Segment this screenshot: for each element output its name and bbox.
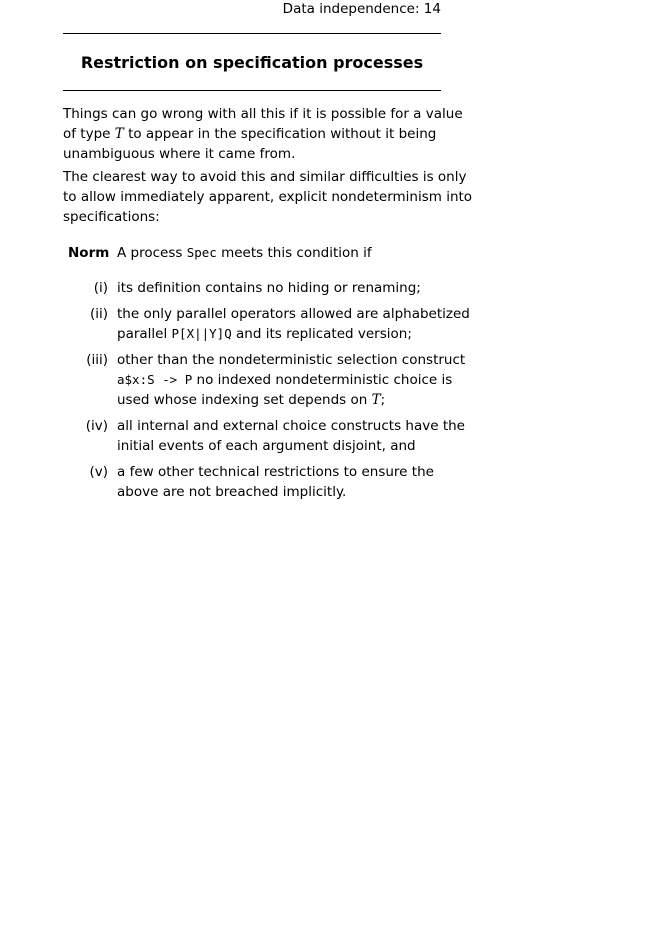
list-item-body: [117, 462, 441, 502]
list-item-number: (i): [93, 280, 108, 296]
math-symbol-t: T: [114, 126, 124, 142]
paragraph-2-line-3: specifications:: [63, 209, 160, 225]
list-item-line: all internal and external choice constructs have the: [117, 418, 465, 434]
text-fragment: parallel: [117, 326, 172, 342]
list-item-number: (iii): [86, 352, 108, 368]
list-item-line: other than the nondeterministic selection construct: [117, 352, 466, 368]
paragraph-1-line-3: unambiguous where it came from.: [63, 146, 296, 162]
list-item-line: its definition contains no hiding or renaming;: [117, 280, 421, 296]
paragraph-2-line-1: The clearest way to avoid this and similar difficulties is only: [63, 169, 467, 185]
text-fragment: of type: [63, 126, 115, 142]
code-parallel: P[X||Y]Q: [171, 326, 232, 341]
list-item-line: the only parallel operators allowed are alphabetized: [117, 306, 470, 322]
paragraph-2-line-2: to allow immediately apparent, explicit nondeterminism into: [63, 189, 473, 205]
list-item-number: (ii): [89, 306, 108, 322]
paragraph-2: [63, 167, 473, 227]
text-fragment: no indexed nondeterministic choice is: [192, 372, 453, 388]
paragraph-1: [63, 104, 463, 164]
list-item-body: [117, 304, 470, 344]
code-selection: a$x:S -> P: [117, 372, 193, 387]
paragraph-1-line-1: Things can go wrong with all this if it is possible for a value: [63, 106, 463, 122]
list-item-body: [117, 278, 441, 298]
text-fragment: meets this condition if: [216, 245, 372, 261]
paragraph-1-line-2: [63, 124, 441, 144]
text-fragment: A process: [117, 245, 187, 261]
list-item-body: [117, 416, 465, 456]
list-item-line: above are not breached implicitly.: [117, 484, 347, 500]
list-item-number: (iv): [85, 418, 108, 434]
list-item-number: (v): [89, 464, 108, 480]
list-item-body: [117, 350, 466, 410]
text-fragment: used whose indexing set depends on: [117, 392, 372, 408]
list-item-line: [117, 324, 441, 344]
top-rule: [63, 33, 441, 34]
bottom-rule: [63, 90, 441, 91]
text-fragment: to appear in the specification without it being: [123, 126, 437, 142]
code-spec: Spec: [186, 245, 217, 260]
norm-label: Norm: [68, 245, 110, 261]
list-item-line: a few other technical restrictions to ensure the: [117, 464, 434, 480]
list-item-line: [117, 370, 453, 390]
text-fragment: and its replicated version;: [231, 326, 412, 342]
page-title: Restriction on specification processes: [80, 53, 424, 72]
text-fragment: ;: [380, 392, 386, 408]
running-head: Data independence: 14: [282, 1, 441, 17]
norm-statement: [117, 243, 372, 263]
math-symbol-t: T: [371, 392, 381, 408]
list-item-line: initial events of each argument disjoint, and: [117, 438, 416, 454]
list-item-line: [117, 390, 441, 410]
